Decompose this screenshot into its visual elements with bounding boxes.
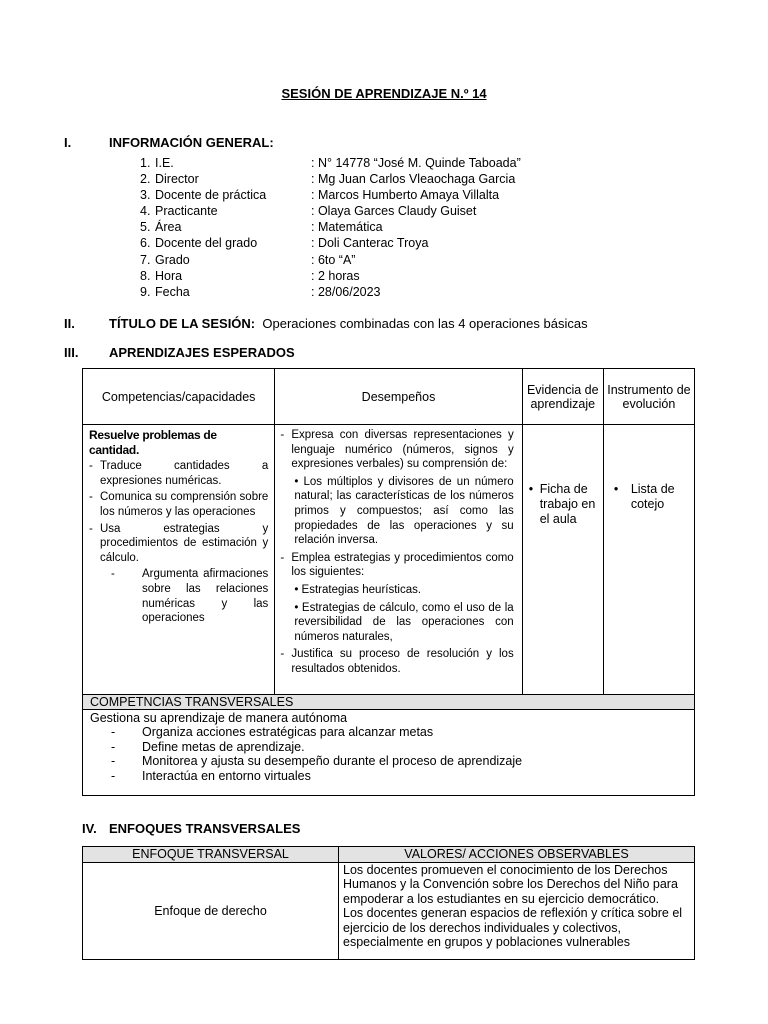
- info-number: 1.: [140, 156, 151, 170]
- info-key: Área: [155, 220, 182, 235]
- info-number: 8.: [140, 268, 151, 283]
- info-number: 4.: [140, 204, 151, 219]
- info-key: Practicante: [155, 204, 218, 219]
- info-row: [140, 155, 521, 171]
- info-row: [140, 219, 521, 235]
- info-number: 2.: [140, 172, 151, 187]
- learning-table: [82, 368, 695, 796]
- approach-name: Enfoque de derecho: [83, 863, 339, 960]
- transversal-competencies-header: COMPETNCIAS TRANSVERSALES: [83, 695, 695, 710]
- col-header-instrumento: Instrumento de evolución: [603, 369, 694, 425]
- section-3-number: III.: [64, 345, 79, 360]
- col-header-desempenos: Desempeños: [275, 369, 522, 425]
- approach-actions-cell: [339, 863, 695, 960]
- section-1-heading: [0, 135, 768, 151]
- competency-title: Resuelve problemas de cantidad.: [89, 428, 217, 457]
- info-value: : Mg Juan Carlos Vleaochaga Garcia: [311, 172, 516, 187]
- info-number: 6.: [140, 236, 151, 251]
- info-row: [140, 284, 521, 300]
- info-value: : Doli Canterac Troya: [311, 236, 429, 251]
- col-header-competencias: Competencias/capacidades: [83, 369, 275, 425]
- col-header-valores: VALORES/ ACCIONES OBSERVABLES: [339, 847, 695, 863]
- capacity-item: Comunica su comprensión sobre los números y las operaciones: [100, 491, 269, 518]
- section-2-heading: [0, 316, 768, 332]
- info-value: : Marcos Humberto Amaya Villalta: [311, 188, 500, 203]
- info-row: [140, 171, 521, 187]
- info-value: : N° 14778 “José M. Quinde Taboada”: [311, 156, 521, 170]
- performance-item: Justifica su proceso de resolución y los resultados obtenidos.: [291, 648, 514, 675]
- info-value: : 2 horas: [311, 268, 360, 283]
- info-key: Docente del grado: [155, 236, 258, 251]
- info-value: : Matemática: [311, 220, 383, 235]
- info-row: [140, 203, 521, 219]
- info-key: Director: [155, 172, 199, 187]
- competencias-cell: Resuelve problemas de cantidad. - Traduce cantidades a expresiones numéricas. - Comunica su comprensión sobre los números y las operaciones - Usa estrategias y procedimientos de estimación y cálculo. - Argumenta afirmaciones sobre las relaciones numéricas y las operaciones: [83, 425, 275, 695]
- info-value: : 6to “A”: [311, 252, 356, 267]
- evidence-text: Ficha de trabajo en el aula: [539, 482, 596, 526]
- approach-action: Los docentes generan espacios de reflexión y crítica sobre el ejercicio de los derechos individuales y colectivos, especialmente en grupos y poblaciones vulnerables: [343, 906, 683, 950]
- transversal-item: Organiza acciones estratégicas para alcanzar metas: [142, 725, 434, 740]
- capacity-item: Traduce cantidades a expresiones numéricas.: [100, 460, 269, 487]
- document-title: SESIÓN DE APRENDIZAJE N.º 14: [281, 86, 487, 101]
- section-4-heading: [0, 821, 768, 837]
- performance-subitem: • Estrategias heurísticas.: [294, 583, 422, 596]
- transversal-item: Define metas de aprendizaje.: [142, 739, 305, 754]
- section-4-label: ENFOQUES TRANSVERSALES: [109, 821, 301, 836]
- info-value: : Olaya Garces Claudy Guiset: [311, 204, 477, 219]
- session-title: Operaciones combinadas con las 4 operaciones básicas: [262, 316, 588, 331]
- section-3-heading: [0, 345, 768, 361]
- transversal-competency-title: Gestiona su aprendizaje de manera autónoma: [90, 711, 348, 725]
- performance-subitem: • Los múltiplos y divisores de un número natural; las características de los números primos y compuestos; así como las propiedades de las operaciones y su relación inversa.: [294, 475, 514, 547]
- transversal-competencies-cell: Gestiona su aprendizaje de manera autónoma - Organiza acciones estratégicas para alcanzar metas - Define metas de aprendizaje. - Monitorea y ajusta su desempeño durante el proceso de aprendizaje - Interactúa en entorno virtuales: [83, 710, 695, 796]
- performance-subitem: • Estrategias de cálculo, como el uso de la reversibilidad de las operaciones con números naturales,: [294, 601, 514, 643]
- instrument-text: Lista de cotejo: [630, 482, 675, 511]
- info-key: I.E.: [155, 156, 174, 170]
- info-value: : 28/06/2023: [311, 284, 381, 299]
- transversal-item: Interactúa en entorno virtuales: [142, 768, 311, 783]
- info-row: [140, 268, 521, 284]
- info-number: 9.: [140, 284, 151, 299]
- info-number: 7.: [140, 252, 151, 267]
- info-key: Grado: [155, 252, 190, 267]
- section-3-label: APRENDIZAJES ESPERADOS: [109, 345, 295, 360]
- info-number: 5.: [140, 220, 151, 235]
- section-4-number: IV.: [82, 821, 97, 836]
- bullet-icon: •: [613, 482, 619, 496]
- section-2-number: II.: [64, 316, 75, 331]
- bullet-icon: •: [528, 482, 534, 496]
- capacity-item: Usa estrategias y procedimientos de estimación y cálculo.: [100, 522, 269, 564]
- info-row: [140, 187, 521, 203]
- section-2-label: TÍTULO DE LA SESIÓN:: [109, 316, 256, 331]
- info-key: Fecha: [155, 284, 190, 299]
- transversal-item: Monitorea y ajusta su desempeño durante el proceso de aprendizaje: [142, 754, 523, 769]
- performance-item: Emplea estrategias y procedimientos como los siguientes:: [291, 551, 514, 579]
- general-info-list: [140, 155, 521, 300]
- col-header-evidencia: Evidencia de aprendizaje: [522, 369, 603, 425]
- evidencia-cell: [522, 425, 603, 695]
- instrumento-cell: [603, 425, 694, 695]
- info-number: 3.: [140, 188, 151, 203]
- approach-action: Los docentes promueven el conocimiento de los Derechos Humanos y la Convención sobre los Derechos del Niño para empoderar a los estudiantes en su ejercicio democrático.: [343, 863, 678, 906]
- info-key: Docente de práctica: [155, 188, 267, 203]
- info-key: Hora: [155, 268, 183, 283]
- section-1-label: INFORMACIÓN GENERAL:: [109, 135, 274, 150]
- info-row: [140, 235, 521, 251]
- section-1-number: I.: [64, 135, 72, 150]
- capacity-item: Argumenta afirmaciones sobre las relaciones numéricas y las operaciones: [142, 568, 269, 625]
- approaches-table: [82, 846, 695, 960]
- performance-item: Expresa con diversas representaciones y lenguaje numérico (números, signos y expresiones verbales) su comprensión de:: [291, 429, 514, 471]
- info-row: [140, 252, 521, 268]
- col-header-enfoque: ENFOQUE TRANSVERSAL: [83, 847, 339, 863]
- desempenos-cell: - Expresa con diversas representaciones y lenguaje numérico (números, signos y expresiones verbales) su comprensión de: • Los múltiplos y divisores de un número natural; las características de los números primos y compuestos; así como las propiedades de las operaciones y su relación inversa. - Emplea estrategias y procedimientos como los siguientes: • Estrategias heurísticas. • Estrategias de cálculo, como el uso de la reversibilidad de las operaciones con números naturales, - Justifica su proceso de resolución y los resultados obtenidos.: [275, 425, 522, 695]
